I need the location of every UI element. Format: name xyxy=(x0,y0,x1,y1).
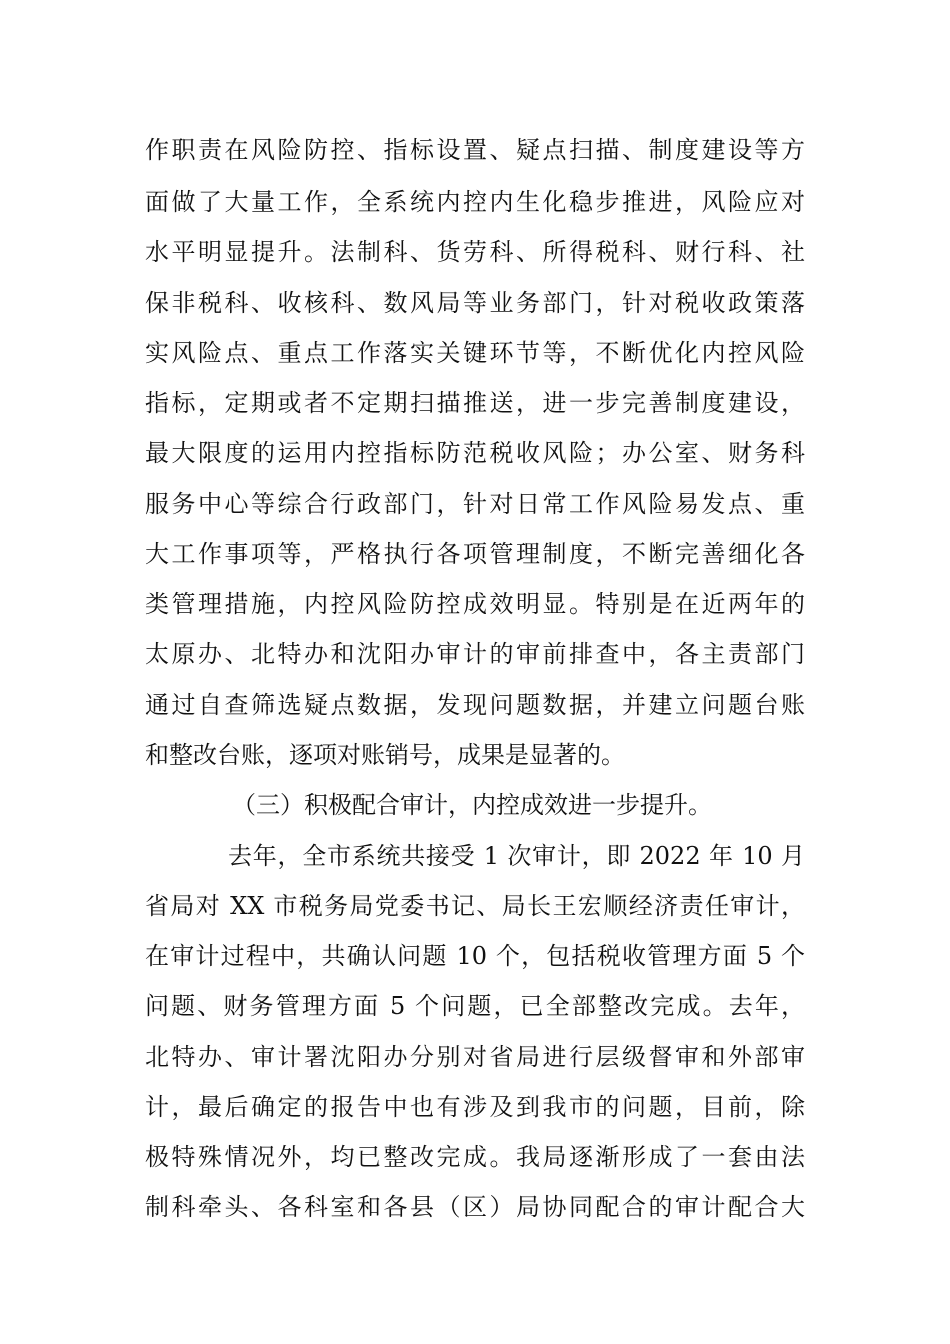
paragraph-line: 和整改台账，逐项对账销号，成果是显著的。 xyxy=(145,741,625,769)
paragraph-line: 在审计过程中，共确认问题 10 个，包括税收管理方面 5 个 xyxy=(145,942,805,970)
paragraph-line: 省局对 XX 市税务局党委书记、局长王宏顺经济责任审计， xyxy=(145,892,805,920)
paragraph-line: 指标，定期或者不定期扫描推送，进一步完善制度建设， xyxy=(145,389,805,417)
paragraph-line: 类管理措施，内控风险防控成效明显。特别是在近两年的 xyxy=(145,590,805,618)
paragraph-line: 去年，全市系统共接受 1 次审计，即 2022 年 10 月 xyxy=(228,842,805,870)
paragraph-line: 计，最后确定的报告中也有涉及到我市的问题，目前，除 xyxy=(145,1093,805,1121)
paragraph-line: 作职责在风险防控、指标设置、疑点扫描、制度建设等方 xyxy=(145,136,805,164)
paragraph-line: 保非税科、收核科、数风局等业务部门，针对税收政策落 xyxy=(145,289,805,317)
paragraph-line: 通过自查筛选疑点数据，发现问题数据，并建立问题台账 xyxy=(145,691,805,719)
paragraph-line: 服务中心等综合行政部门，针对日常工作风险易发点、重 xyxy=(145,490,805,518)
paragraph-line: 极特殊情况外，均已整改完成。我局逐渐形成了一套由法 xyxy=(145,1143,805,1171)
paragraph-line: 制科牵头、各科室和各县（区）局协同配合的审计配合大 xyxy=(145,1193,805,1221)
paragraph-line: 北特办、审计署沈阳办分别对省局进行层级督审和外部审 xyxy=(145,1043,805,1071)
paragraph-line: 太原办、北特办和沈阳办审计的审前排查中，各主责部门 xyxy=(145,640,805,668)
section-heading: （三）积极配合审计，内控成效进一步提升。 xyxy=(232,791,712,819)
paragraph-line: 大工作事项等，严格执行各项管理制度，不断完善细化各 xyxy=(145,540,805,568)
paragraph-line: 问题、财务管理方面 5 个问题，已全部整改完成。去年， xyxy=(145,992,805,1020)
paragraph-line: 水平明显提升。法制科、货劳科、所得税科、财行科、社 xyxy=(145,238,805,266)
paragraph-line: 面做了大量工作，全系统内控内生化稳步推进，风险应对 xyxy=(145,188,805,216)
paragraph-line: 最大限度的运用内控指标防范税收风险；办公室、财务科 xyxy=(145,439,805,467)
paragraph-line: 实风险点、重点工作落实关键环节等，不断优化内控风险 xyxy=(145,339,805,367)
